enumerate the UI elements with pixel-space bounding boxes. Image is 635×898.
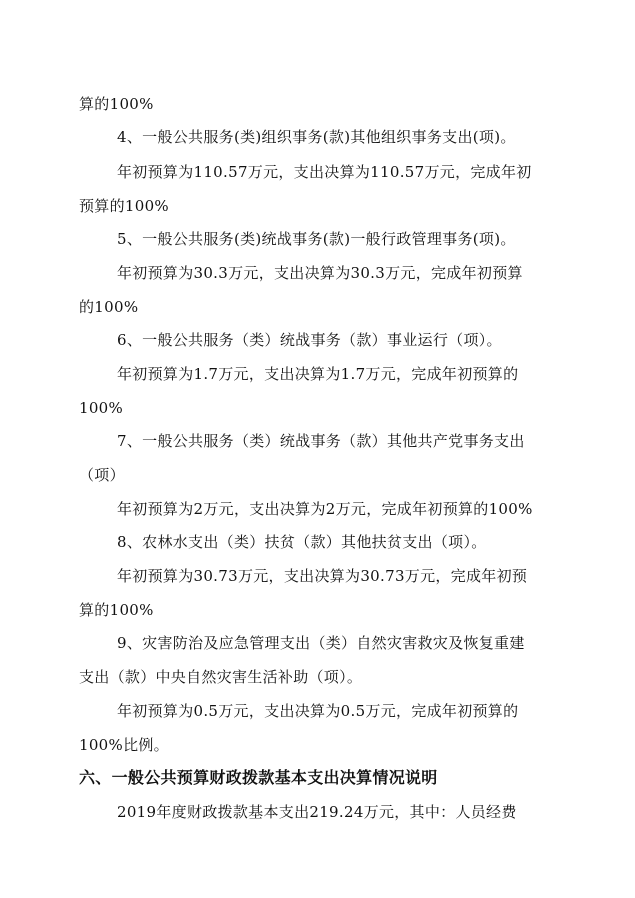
text-line-17: 9、灾害防治及应急管理支出（类）自然灾害救灾及恢复重建: [117, 634, 525, 652]
text-line-6: 年初预算为30.3万元，支出决算为30.3万元，完成年初预算: [117, 264, 523, 282]
section-heading: 六、一般公共预算财政拨款基本支出决算情况说明: [79, 768, 438, 787]
text-line-11: 7、一般公共服务（类）统战事务（款）其他共产党事务支出: [117, 432, 525, 450]
text-line-22: 2019年度财政拨款基本支出219.24万元，其中：人员经费: [117, 803, 517, 821]
text-line-7: 的100%: [79, 298, 139, 316]
text-line-12: （项）: [79, 466, 125, 484]
text-line-10: 100%: [79, 399, 124, 417]
text-line-1: 算的100%: [79, 95, 154, 113]
text-line-8: 6、一般公共服务（类）统战事务（款）事业运行（项）。: [117, 331, 502, 349]
text-line-14: 8、农林水支出（类）扶贫（款）其他扶贫支出（项）。: [117, 533, 487, 551]
text-line-16: 算的100%: [79, 601, 154, 619]
text-line-5: 5、一般公共服务(类)统战事务(款)一般行政管理事务(项)。: [117, 230, 516, 248]
text-line-20: 100%比例。: [79, 736, 169, 754]
text-line-4: 预算的100%: [79, 197, 169, 215]
text-line-3: 年初预算为110.57万元，支出决算为110.57万元，完成年初: [117, 163, 532, 181]
text-line-13: 年初预算为2万元，支出决算为2万元，完成年初预算的100%: [117, 500, 533, 518]
text-line-18: 支出（款）中央自然灾害生活补助（项）。: [79, 668, 363, 686]
text-line-15: 年初预算为30.73万元，支出决算为30.73万元，完成年初预: [117, 567, 528, 585]
text-line-2: 4、一般公共服务(类)组织事务(款)其他组织事务支出(项)。: [117, 128, 516, 146]
text-line-19: 年初预算为0.5万元，支出决算为0.5万元，完成年初预算的: [117, 702, 519, 720]
text-line-9: 年初预算为1.7万元，支出决算为1.7万元，完成年初预算的: [117, 365, 519, 383]
